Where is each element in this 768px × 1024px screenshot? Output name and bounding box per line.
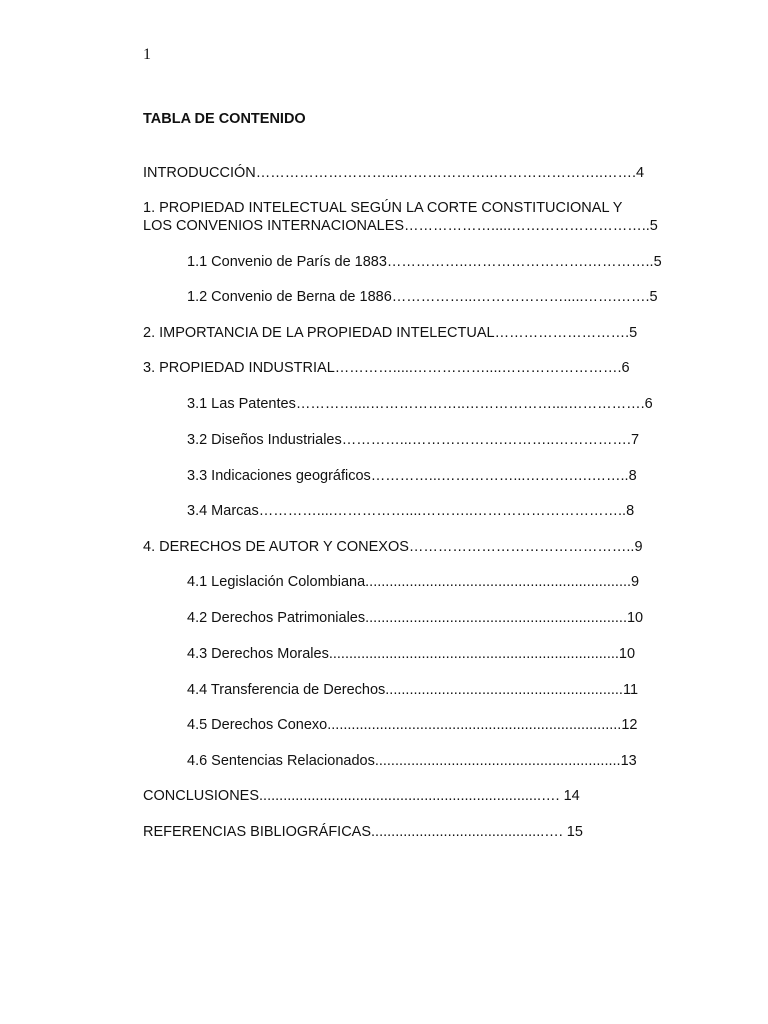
page-number: 1	[143, 46, 151, 63]
toc-entry-4: 4. DERECHOS DE AUTOR Y CONEXOS………………………………………..9	[143, 539, 643, 555]
toc-entry-3-3: 3.3 Indicaciones geográficos…………...……………...……….….……..8	[187, 468, 637, 484]
toc-entry-referencias: REFERENCIAS BIBLIOGRÁFICAS...........................................…. 15	[143, 824, 583, 840]
toc-entry-4-6: 4.6 Sentencias Relacionados.............................................................13	[187, 753, 637, 769]
toc-entry-3-1: 3.1 Las Patentes…………....………………..………………....…………….6	[187, 396, 653, 412]
toc-entry-3-2: 3.2 Diseños Industriales…………...……………….………..…………….7	[187, 432, 640, 448]
toc-entry-4-4: 4.4 Transferencia de Derechos...........................................................11	[187, 682, 639, 698]
toc-entry-1-line1: 1. PROPIEDAD INTELECTUAL SEGÚN LA CORTE CONSTITUCIONAL Y	[143, 200, 623, 216]
toc-entry-1-1: 1.1 Convenio de París de 1883……………..…………………….…………..5	[187, 254, 662, 270]
toc-entry-2: 2. IMPORTANCIA DE LA PROPIEDAD INTELECTUAL……………………….5	[143, 325, 638, 341]
toc-entry-4-1: 4.1 Legislación Colombiana..................................................................9	[187, 574, 640, 590]
toc-entry-4-2: 4.2 Derechos Patrimoniales.................................................................10	[187, 610, 644, 626]
toc-entry-introduccion: INTRODUCCIÓN………………………...………………..…………………..…….4	[143, 165, 645, 181]
toc-entry-3-4: 3.4 Marcas…………....……………....………..…………………………..8	[187, 503, 635, 519]
toc-title: TABLA DE CONTENIDO	[143, 111, 306, 127]
toc-entry-4-3: 4.3 Derechos Morales........................................................................10	[187, 646, 636, 662]
toc-entry-4-5: 4.5 Derechos Conexo.........................................................................12	[187, 717, 638, 733]
toc-entry-3: 3. PROPIEDAD INDUSTRIAL………….....……………....…………………….6	[143, 360, 630, 376]
toc-entry-1-2: 1.2 Convenio de Berna de 1886……………...……………….....…….…….5	[187, 289, 658, 305]
toc-entry-conclusiones: CONCLUSIONES......................................................................…. 14	[143, 788, 580, 804]
toc-entry-1-line2: LOS CONVENIOS INTERNACIONALES……………….....………………………..5	[143, 218, 658, 234]
